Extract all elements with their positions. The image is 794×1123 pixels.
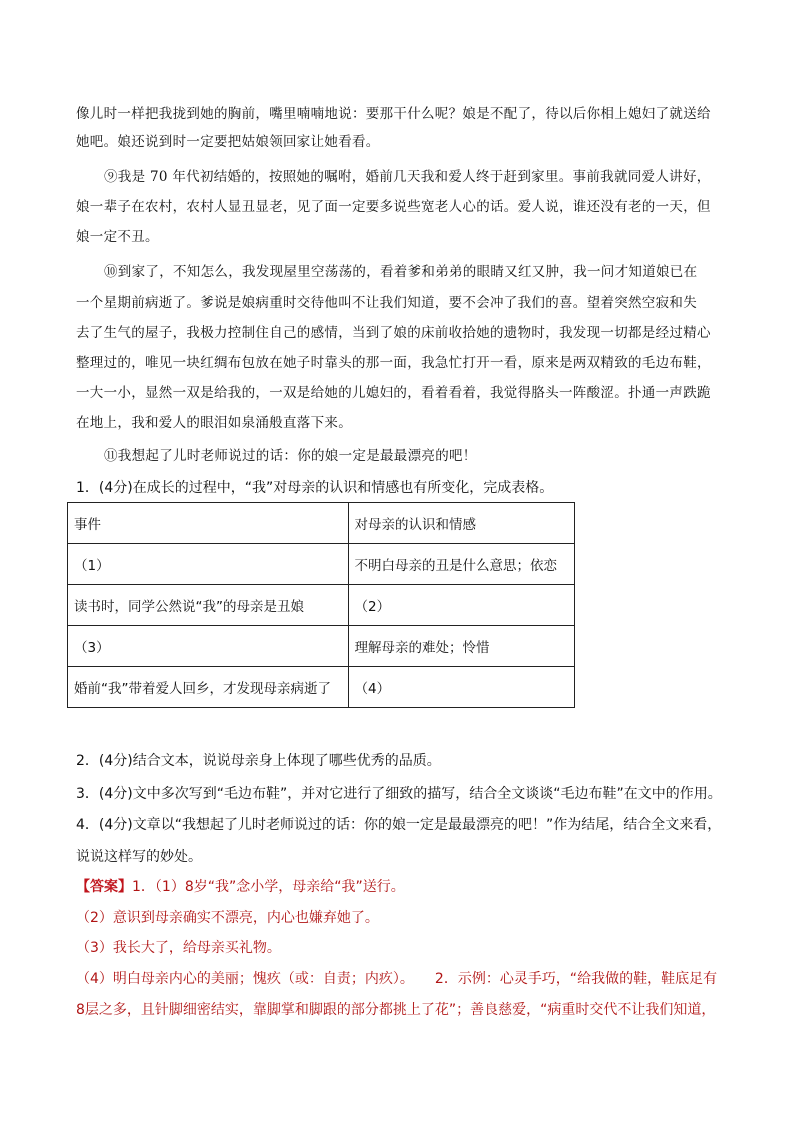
table-row xyxy=(68,585,575,626)
table-row xyxy=(68,626,575,667)
table-cell: 理解母亲的难处；怜惜 xyxy=(348,626,575,667)
table-cell: 不明白母亲的丑是什么意思；依恋 xyxy=(348,544,575,585)
table-cell: 读书时，同学公然说“我”的母亲是丑娘 xyxy=(68,585,349,626)
passage-line: 娘一辈子在农村，农村人显丑显老，见了面一定要多说些宽老人心的话。爱人说，谁还没有老的一天，但 xyxy=(76,199,711,215)
answer-2: （2）意识到母亲确实不漂亮，内心也嫌弃她了。 xyxy=(76,910,379,926)
table-header-row xyxy=(68,503,575,544)
passage-line: 一个星期前病逝了。爹说是娘病重时交待他叫不让我们知道，要不会冲了我们的喜。望着突然空寂和失 xyxy=(76,295,697,311)
table-row xyxy=(68,544,575,585)
answer-table xyxy=(67,502,575,708)
question-4: 4．(4分)文章以“我想起了儿时老师说过的话：你的娘一定是最最漂亮的吧！”作为结尾，结合全文来看， xyxy=(76,817,722,833)
question-2: 2．(4分)结合文本，说说母亲身上体现了哪些优秀的品质。 xyxy=(76,753,441,769)
table-cell: （4） xyxy=(348,667,575,708)
passage-line: 一大一小，显然一双是给我的，一双是给她的儿媳妇的，看着看着，我觉得胳头一阵酸涩。扑通一声跌跪 xyxy=(76,385,711,401)
table-row xyxy=(68,667,575,708)
answer-4: （4）明白母亲内心的美丽；愧疚（或：自责；内疚）。 2．示例：心灵手巧，“给我做的鞋，鞋底足有 xyxy=(76,971,718,987)
paragraph-10: ⑩到家了，不知怎么，我发现屋里空荡荡的，看着爹和弟弟的眼睛又红又肿，我一问才知道娘已在 xyxy=(104,264,698,280)
table-header-cell: 对母亲的认识和情感 xyxy=(348,503,575,544)
table-header-cell: 事件 xyxy=(68,503,349,544)
table-cell: （2） xyxy=(348,585,575,626)
answer-3: （3）我长大了，给母亲买礼物。 xyxy=(76,940,281,956)
question-4-continued: 说说这样写的妙处。 xyxy=(76,849,202,865)
passage-line: 她吧。娘还说到时一定要把姑娘领回家让她看看。 xyxy=(76,134,380,150)
paragraph-11: ⑪我想起了儿时老师说过的话：你的娘一定是最最漂亮的吧！ xyxy=(104,448,477,464)
answer-4-continued: 8层之多，且针脚细密结实，靠脚掌和脚跟的部分都挑上了花”；善良慈爱，“病重时交代不让我们知道， xyxy=(76,1002,716,1018)
question-3: 3．(4分)文中多次写到“毛边布鞋”，并对它进行了细致的描写，结合全文谈谈“毛边布鞋”在文中的作用。 xyxy=(76,786,722,802)
passage-line: 整理过的，唯见一块红绸布包放在她子时靠头的那一面，我急忙打开一看，原来是两双精致的毛边布鞋， xyxy=(76,355,711,371)
question-1: 1．(4分)在成长的过程中，“我”对母亲的认识和情感也有所变化，完成表格。 xyxy=(76,480,554,496)
table-cell: （3） xyxy=(68,626,349,667)
paragraph-9: ⑨我是 70 年代初结婚的，按照她的嘱咐，婚前几天我和爱人终于赶到家里。事前我就同爱人讲好， xyxy=(104,169,711,185)
table-cell: 婚前“我”带着爱人回乡，才发现母亲病逝了 xyxy=(68,667,349,708)
answer-label: 【答案】 xyxy=(76,879,132,895)
answer-1 xyxy=(76,876,405,898)
passage-line: 像儿时一样把我拢到她的胸前，嘴里喃喃地说：要那干什么呢？娘是不配了，待以后你相上媳妇了就送给 xyxy=(76,106,711,122)
passage-line: 娘一定不丑。 xyxy=(76,229,159,245)
passage-line: 去了生气的屋子，我极力控制住自己的感情，当到了娘的床前收拾她的遗物时，我发现一切都是经过精心 xyxy=(76,325,711,341)
passage-line: 在地上，我和爱人的眼泪如泉涌般直落下来。 xyxy=(76,415,352,431)
table-cell: （1） xyxy=(68,544,349,585)
answer-text: 1．（1）8岁“我”念小学，母亲给“我”送行。 xyxy=(132,879,405,895)
